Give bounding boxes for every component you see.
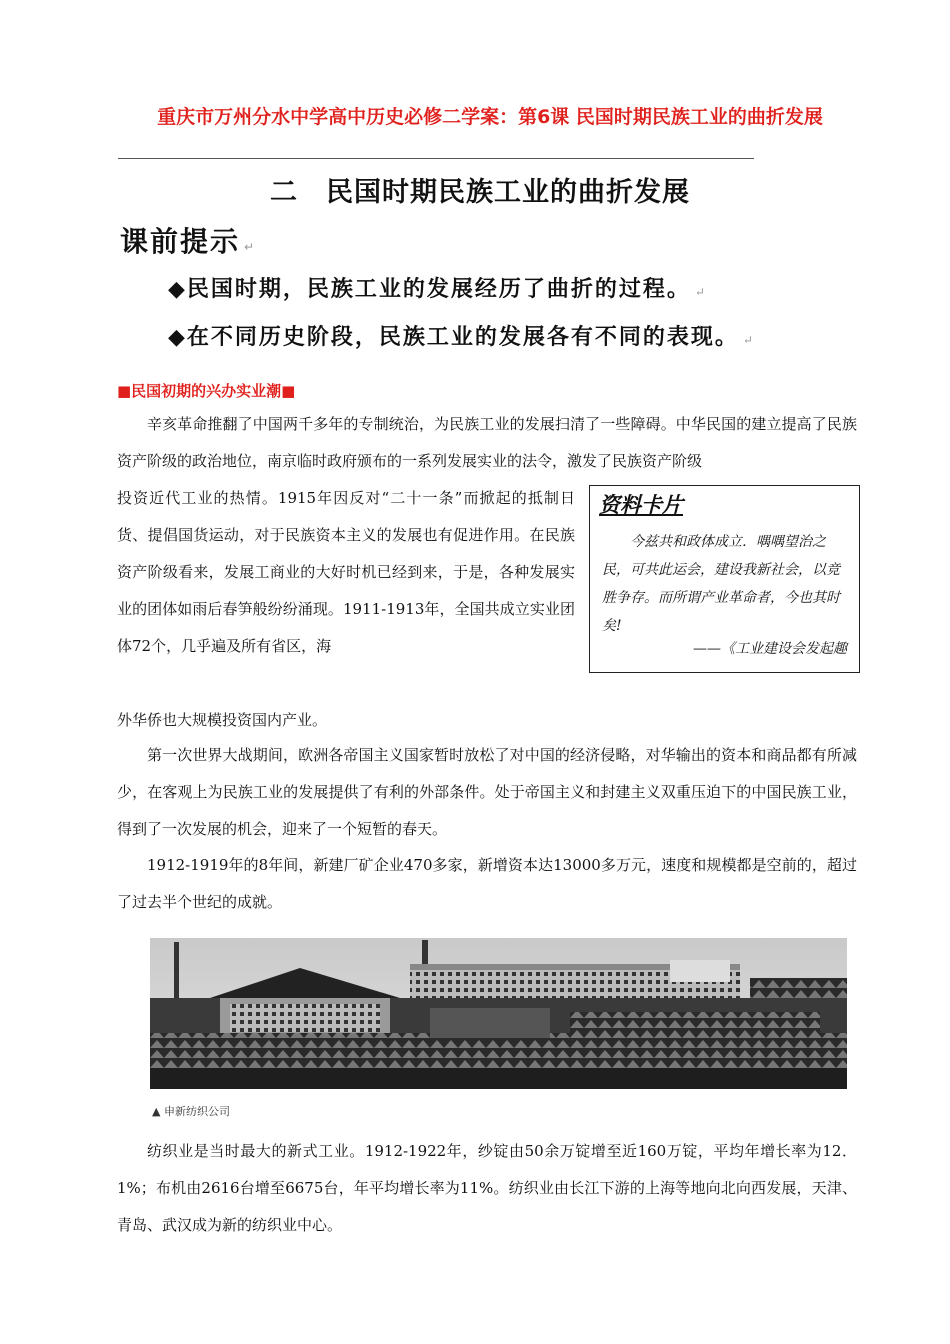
paragraph-1-full: 辛亥革命推翻了中国两千多年的专制统治，为民族工业的发展扫清了一些障碍。中华民国的建立提高了民族资产阶级的政治地位，南京临时政府颁布的一系列发展实业的法令，激发了民族资产阶级 bbox=[117, 415, 857, 470]
subsection-heading: ■民国初期的兴办实业潮■ bbox=[117, 382, 296, 400]
pre-class-bullet-1: ◆民国时期，民族工业的发展经历了曲折的过程。 ↵ bbox=[168, 276, 707, 302]
paragraph-2: 第一次世界大战期间，欧洲各帝国主义国家暂时放松了对中国的经济侵略，对华输出的资本和商品都有所减少，在客观上为民族工业的发展提供了有利的外部条件。处于帝国主义和封建主义双重压迫下的中国民族工业，得到了一次发展的机会，迎来了一个短暂的春天。 bbox=[117, 746, 857, 838]
pre-class-bullet-2: ◆在不同历史阶段，民族工业的发展各有不同的表现。 ↵ bbox=[168, 324, 755, 350]
info-card-title: 资料卡片 bbox=[599, 493, 683, 517]
info-card-body: 今兹共和政体成立．喁喁望治之民，可共此运会，建设我新社会，以竞胜争存。而所谓产业革命者，今也其时矣! bbox=[602, 534, 840, 634]
paragraph-4: 纺织业是当时最大的新式工业。1912-1922年，纱锭由50余万锭增至近160万锭，平均年增长率为12．1%；布机由2616台增至6675台，年平均增长率为11%。纺织业由长江下游的上海等地向北向西发展，天津、青岛、武汉成为新的纺织业中心。 bbox=[117, 1142, 857, 1234]
info-card bbox=[589, 485, 860, 673]
title-divider bbox=[118, 158, 754, 159]
pre-class-title: 课前提示 ↵ bbox=[120, 225, 257, 258]
return-mark-icon: ↵ bbox=[742, 333, 755, 347]
factory-photo bbox=[150, 938, 847, 1089]
info-card-source: ——《工业建设会发起趣 bbox=[693, 641, 847, 657]
paragraph-1-side: 投资近代工业的热情。1915年因反对“二十一条”而掀起的抵制日货、提倡国货运动，对于民族资本主义的发展也有促进作用。在民族资产阶级看来，发展工商业的大好时机已经到来，于是，各种发展实业的团体如雨后春笋般纷纷涌现。1911-1913年，全国共成立实业团体72个，几乎遍及所有省区，海 bbox=[117, 489, 575, 655]
paragraph-1-end: 外华侨也大规模投资国内产业。 bbox=[117, 711, 328, 729]
document-title: 重庆市万州分水中学高中历史必修二学案：第6课 民国时期民族工业的曲折发展 bbox=[157, 106, 823, 128]
section-heading: 二 民国时期民族工业的曲折发展 bbox=[270, 177, 690, 208]
photo-caption: ▲ 申新纺织公司 bbox=[152, 1105, 230, 1118]
return-mark-icon: ↵ bbox=[694, 285, 707, 299]
return-mark-icon: ↵ bbox=[244, 240, 257, 254]
paragraph-3: 1912-1919年的8年间，新建厂矿企业470多家，新增资本达13000多万元，速度和规模都是空前的，超过了过去半个世纪的成就。 bbox=[117, 856, 857, 911]
